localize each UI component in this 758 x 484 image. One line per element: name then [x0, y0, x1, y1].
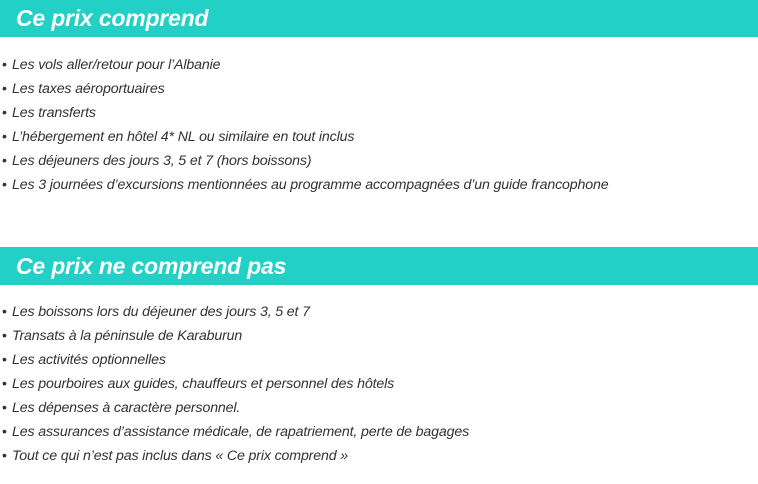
- bullet-icon: •: [2, 153, 7, 169]
- bullet-icon: •: [2, 57, 7, 73]
- list-item: [2, 149, 608, 173]
- included-heading: Ce prix comprend: [0, 0, 758, 37]
- bullet-icon: •: [2, 129, 7, 145]
- list-item-text: L’hébergement en hôtel 4* NL ou similaire en tout inclus: [12, 129, 355, 145]
- list-item-text: Les déjeuners des jours 3, 5 et 7 (hors boissons): [12, 153, 312, 169]
- excluded-heading: Ce prix ne comprend pas: [0, 247, 758, 285]
- included-list: [2, 53, 608, 197]
- list-item: [2, 173, 608, 197]
- bullet-icon: •: [2, 304, 7, 320]
- list-item-text: Transats à la péninsule de Karaburun: [12, 328, 243, 344]
- list-item-text: Les taxes aéroportuaires: [12, 81, 165, 97]
- list-item: [2, 444, 469, 468]
- list-item: [2, 125, 608, 149]
- bullet-icon: •: [2, 376, 7, 392]
- list-item-text: Les vols aller/retour pour l’Albanie: [12, 57, 221, 73]
- list-item: [2, 396, 469, 420]
- bullet-icon: •: [2, 81, 7, 97]
- list-item: [2, 348, 469, 372]
- list-item-text: Les dépenses à caractère personnel.: [12, 400, 241, 416]
- bullet-icon: •: [2, 328, 7, 344]
- list-item-text: Les pourboires aux guides, chauffeurs et personnel des hôtels: [12, 376, 395, 392]
- included-section: [0, 0, 758, 193]
- bullet-icon: •: [2, 424, 7, 440]
- list-item: [2, 101, 608, 125]
- bullet-icon: •: [2, 400, 7, 416]
- list-item-text: Les boissons lors du déjeuner des jours 3, 5 et 7: [12, 304, 310, 320]
- list-item: [2, 300, 469, 324]
- list-item: [2, 372, 469, 396]
- list-item: [2, 77, 608, 101]
- bullet-icon: •: [2, 177, 7, 193]
- excluded-section: [0, 247, 758, 464]
- bullet-icon: •: [2, 448, 7, 464]
- bullet-icon: •: [2, 352, 7, 368]
- list-item-text: Les 3 journées d’excursions mentionnées au programme accompagnées d’un guide francophone: [12, 177, 609, 193]
- excluded-list: [2, 300, 469, 468]
- list-item-text: Les assurances d’assistance médicale, de rapatriement, perte de bagages: [12, 424, 470, 440]
- list-item: [2, 324, 469, 348]
- list-item: [2, 53, 608, 77]
- list-item-text: Tout ce qui n’est pas inclus dans « Ce prix comprend »: [12, 448, 349, 464]
- list-item: [2, 420, 469, 444]
- bullet-icon: •: [2, 105, 7, 121]
- list-item-text: Les activités optionnelles: [12, 352, 166, 368]
- list-item-text: Les transferts: [12, 105, 96, 121]
